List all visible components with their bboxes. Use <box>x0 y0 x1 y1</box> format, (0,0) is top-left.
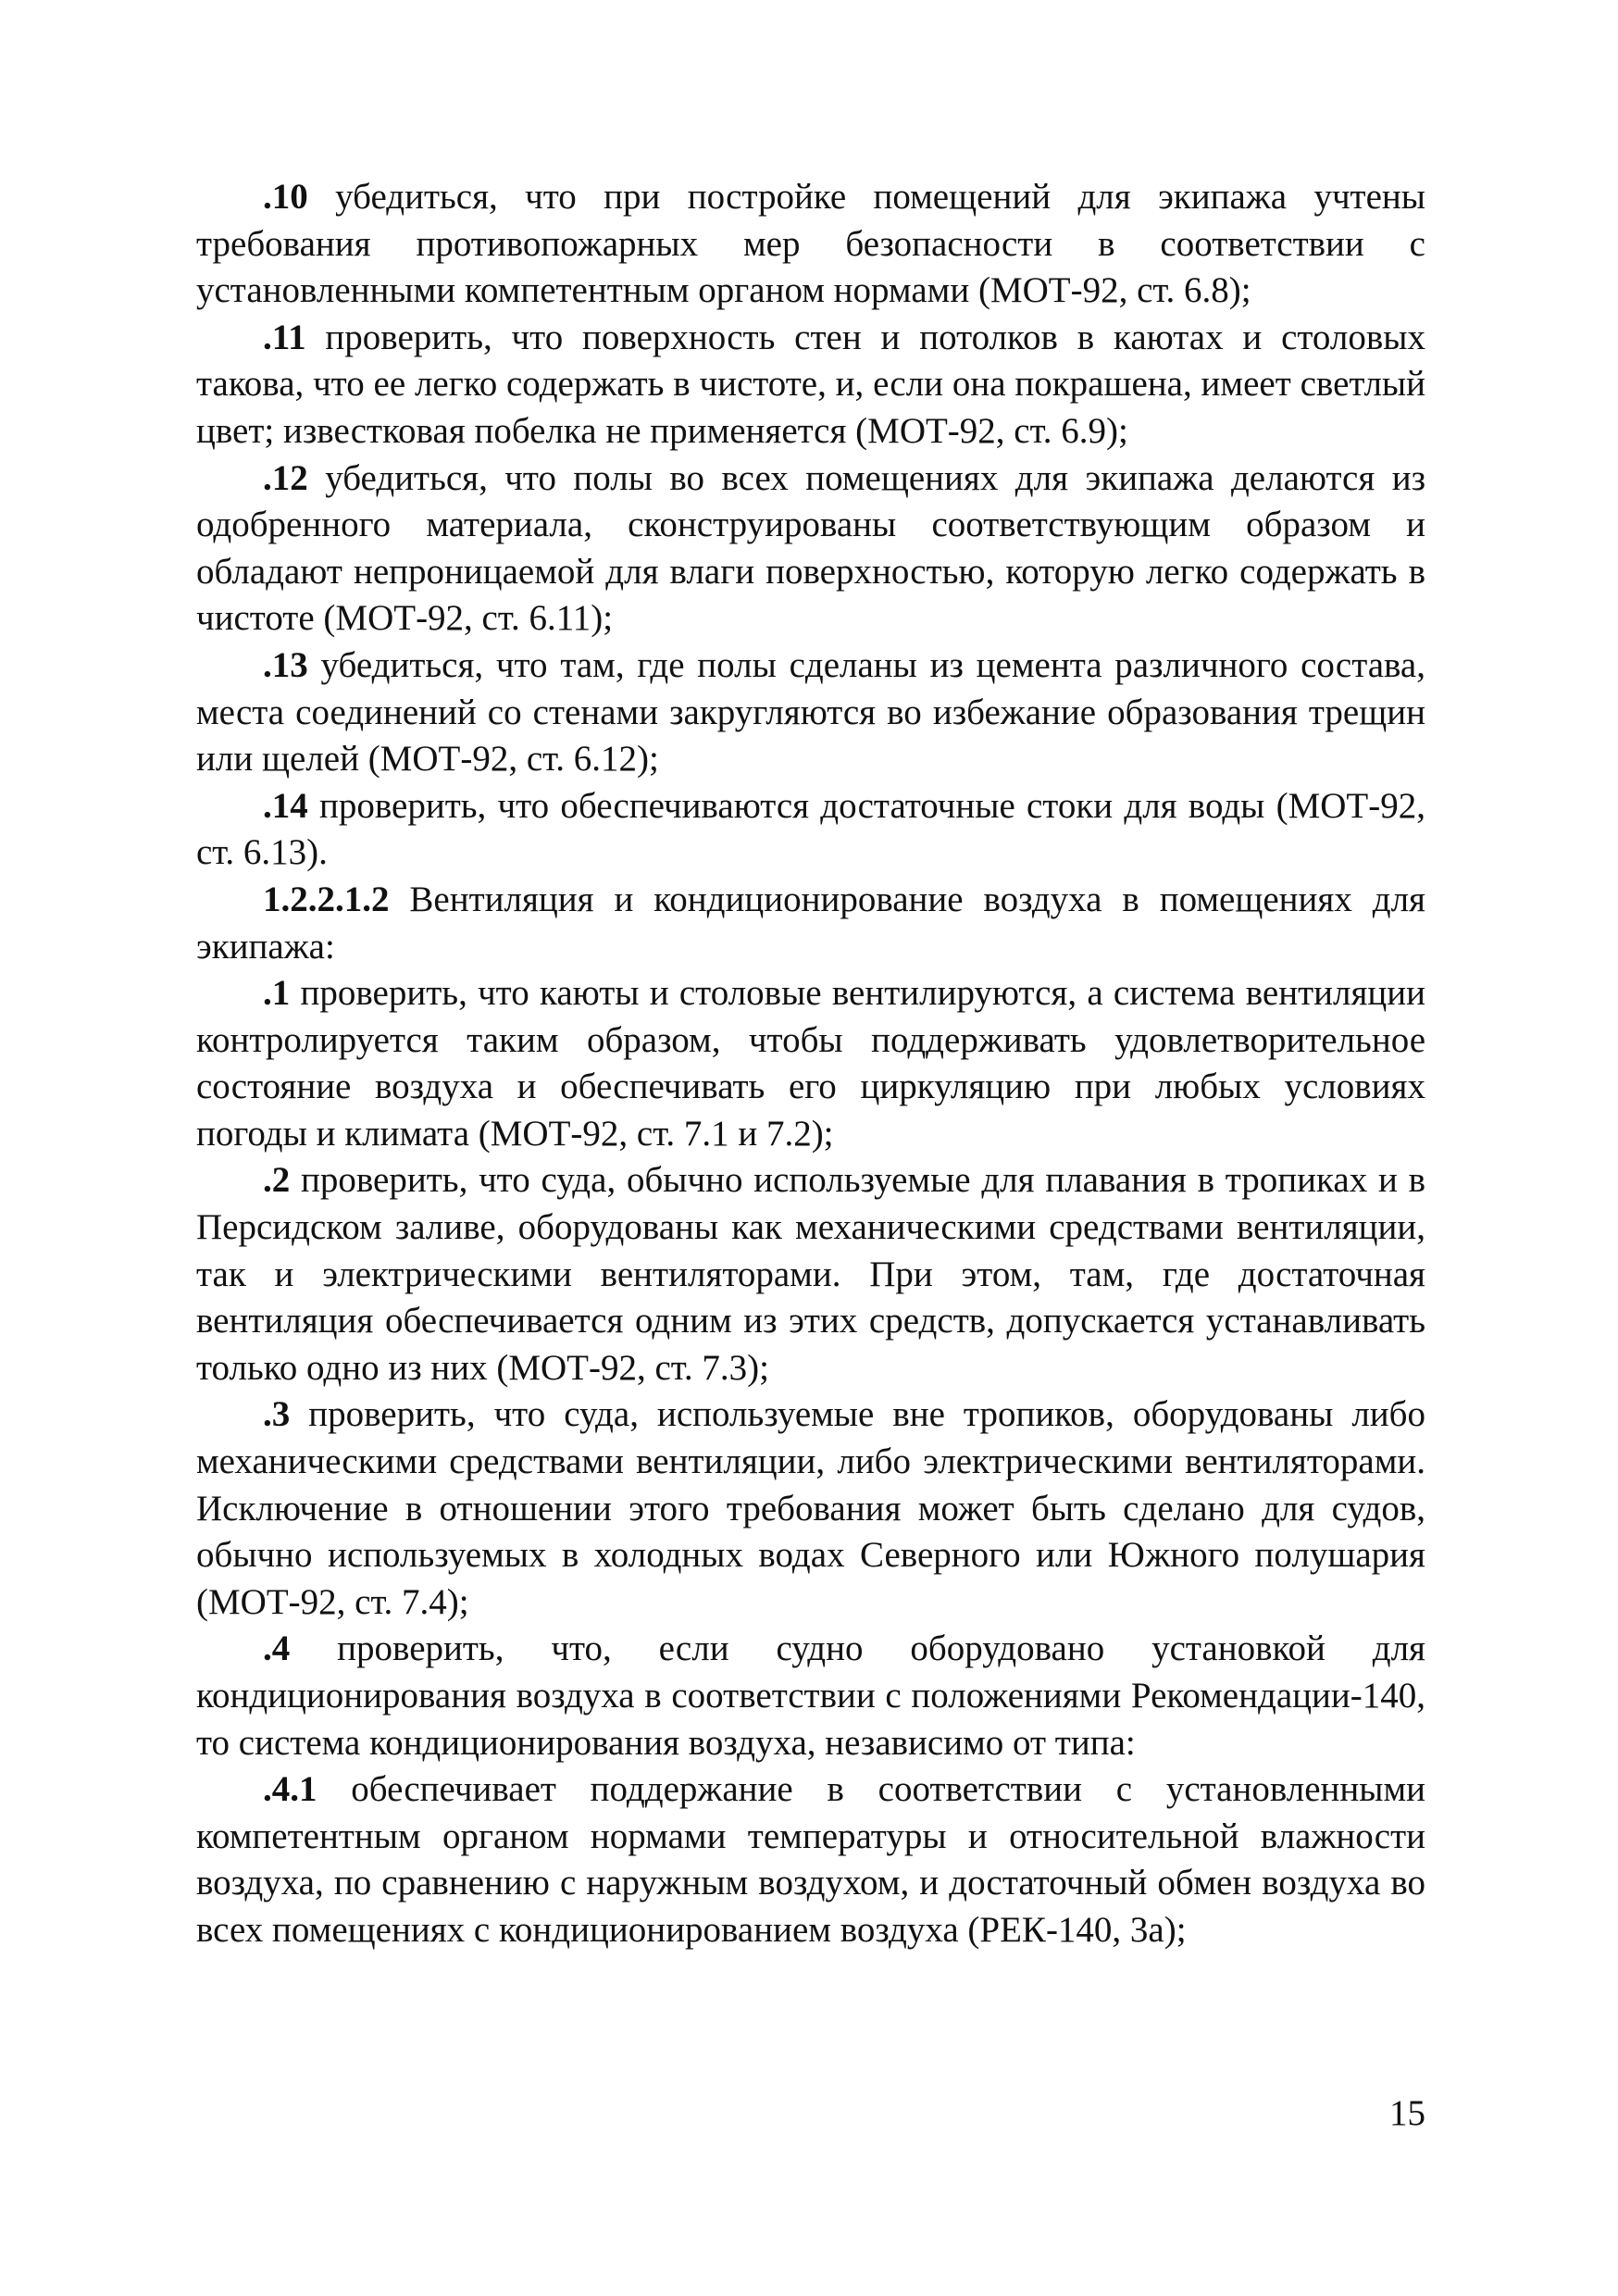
paragraph-4-1 <box>196 1766 1425 1953</box>
item-number: .10 <box>263 177 308 217</box>
section-title: Вентиляция и кондиционирование воздуха в помещениях для экипажа: <box>196 879 1425 967</box>
paragraph-text: убедиться, что при постройке помещений для экипажа учтены требования противопожарных мер безопасности в соответствии с установленными компетентным органом нормами (МОТ-92, ст. 6.8); <box>196 177 1425 311</box>
paragraph-1 <box>196 970 1425 1157</box>
item-number: .11 <box>263 317 306 357</box>
item-number: .12 <box>263 457 308 498</box>
paragraph-4 <box>196 1626 1425 1766</box>
paragraph-12 <box>196 455 1425 643</box>
paragraph-11 <box>196 315 1425 455</box>
paragraph-text: обеспечивает поддержание в соответствии с установленными компетентным органом нормами температуры и относительной влажности воздуха, по сравнению с наружным воздухом, и достаточный обмен воздуха во всех помещениях с кондиционированием воздуха (РЕК-140, 3а); <box>196 1769 1425 1950</box>
paragraph-text: убедиться, что полы во всех помещениях для экипажа делаются из одобренного материала, сконструированы соответствующим образом и обладают непроницаемой для влаги поверхностью, которую легко содержать в чистоте (МОТ-92, ст. 6.11); <box>196 457 1425 639</box>
paragraph-text: проверить, что, если судно оборудовано установкой для кондиционирования воздуха в соответствии с положениями Рекомендации-140, то система кондиционирования воздуха, независимо от типа: <box>196 1628 1425 1763</box>
paragraph-2 <box>196 1157 1425 1391</box>
paragraph-text: проверить, что каюты и столовые вентилируются, а система вентиляции контролируется таким образом, чтобы поддерживать удовлетворительное состояние воздуха и обеспечивать его циркуляцию при любых условиях погоды и климата (МОТ-92, ст. 7.1 и 7.2); <box>196 973 1425 1154</box>
item-number: .4 <box>263 1628 291 1669</box>
paragraph-10 <box>196 174 1425 315</box>
paragraph-13 <box>196 643 1425 783</box>
paragraph-text: проверить, что суда, обычно используемые для плавания в тропиках и в Персидском заливе, оборудованы как механическими средствами вентиляции, так и электрическими вентиляторами. При этом, там, где достаточная вентиляция обеспечивается одним из этих средств, допускается устанавливать только одно из них (МОТ-92, ст. 7.3); <box>196 1160 1425 1388</box>
paragraph-text: проверить, что поверхность стен и потолков в каютах и столовых такова, что ее легко содержать в чистоте, и, если она покрашена, имеет светлый цвет; известковая побелка не применяется (МОТ-92, ст. 6.9); <box>196 317 1425 451</box>
paragraph-text: проверить, что суда, используемые вне тропиков, оборудованы либо механическими средствами вентиляции, либо электрическими вентиляторами. Исключение в отношении этого требования может быть сделано для судов, обычно используемых в холодных водах Северного или Южного полушария (МОТ-92, ст. 7.4); <box>196 1394 1425 1622</box>
paragraph-text: убедиться, что там, где полы сделаны из цемента различного состава, места соединений со стенами закругляются во избежание образования трещин или щелей (МОТ-92, ст. 6.12); <box>196 644 1425 780</box>
document-body <box>196 174 1425 1954</box>
paragraph-3 <box>196 1391 1425 1626</box>
item-number: .13 <box>263 644 308 685</box>
item-number: .4.1 <box>263 1769 317 1810</box>
section-heading-1-2-2-1-2 <box>196 877 1425 970</box>
item-number: .3 <box>263 1394 291 1435</box>
item-number: .14 <box>263 785 308 826</box>
page-number: 15 <box>1389 2093 1425 2133</box>
item-number: .2 <box>263 1160 291 1201</box>
paragraph-14 <box>196 783 1425 877</box>
item-number: .1 <box>263 973 291 1014</box>
section-number: 1.2.2.1.2 <box>263 879 390 919</box>
paragraph-text: проверить, что обеспечиваются достаточные стоки для воды (МОТ-92, ст. 6.13). <box>196 785 1425 873</box>
